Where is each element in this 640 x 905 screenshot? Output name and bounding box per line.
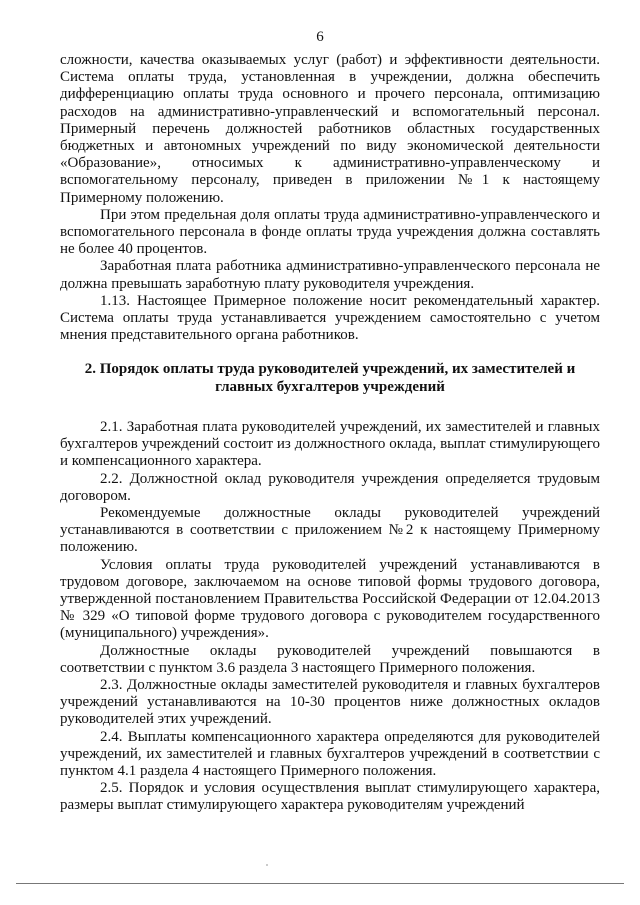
section-heading-line: главных бухгалтеров учреждений — [215, 378, 445, 395]
paragraph: 2.3. Должностные оклады заместителей руководителя и главных бухгалтеров учреждений устанавливаются на 10-30 процентов ниже должностных окладов руководителей этих учреждений. — [60, 677, 600, 728]
section-heading-line: 2. Порядок оплаты труда руководителей учреждений, их заместителей и — [84, 361, 576, 377]
paragraph: 2.4. Выплаты компенсационного характера определяются для руководителей учреждений, их заместителей и главных бухгалтеров учреждений в соответствии с пунктом 4.1 раздела 4 настоящего Примерного положения. — [60, 728, 600, 780]
paragraph: Рекомендуемые должностные оклады руководителей учреждений устанавливаются в соответствии с приложением №2 к настоящему Примерному положению. — [60, 505, 600, 556]
footer-rule — [16, 883, 624, 884]
paragraph: 2.5. Порядок и условия осуществления выплат стимулирующего характера, размеры выплат стимулирующего характера руководителям учреждений — [60, 780, 600, 814]
paragraph: Условия оплаты труда руководителей учреждений устанавливаются в трудовом договоре, заключаемом на основе типовой формы трудового договора, утвержденной постановлением Правительства Российской Федерации от 12.04.2013 № 329 «О типовой форме трудового договора с руководителем государственного (муниципального) учреждения». — [60, 556, 600, 642]
paragraph: 2.1. Заработная плата руководителей учреждений, их заместителей и главных бухгалтеров учреждений состоит из должностного оклада, выплат стимулирующего и компенсационного характера. — [60, 419, 600, 470]
paragraph: 1.13. Настоящее Примерное положение носит рекомендательный характер. Система оплаты труда устанавливается учреждением самостоятельно с учетом мнения представительного органа работников. — [60, 292, 600, 344]
paragraph: 2.2. Должностной оклад руководителя учреждения определяется трудовым договором. — [60, 470, 600, 504]
text-block-intro — [60, 52, 600, 344]
section-heading — [60, 361, 600, 396]
paragraph: сложности, качества оказываемых услуг (работ) и эффективности деятельности. Система оплаты труда, установленная в учреждении, должна обеспечить дифференциацию оплаты труда основного и прочего персонала, оптимизацию расходов на административно-управленческий и вспомогательный персонал. Примерный перечень должностей работников областных государственных бюджетных и автономных учреждений по виду экономической деятельности «Образование», относимых к административно-управленческому и вспомогательному персоналу, приведен в приложении №1 к настоящему Примерному положению. — [60, 52, 600, 206]
text-block-section-2 — [60, 419, 600, 815]
paragraph: При этом предельная доля оплаты труда административно-управленческого и вспомогательного персонала в фонде оплаты труда учреждения должна составлять не более 40 процентов. — [60, 206, 600, 258]
scan-speck — [266, 864, 268, 866]
paragraph: Заработная плата работника административно-управленческого персонала не должна превышать заработную плату руководителя учреждения. — [60, 258, 600, 292]
page-number: 6 — [316, 29, 324, 45]
paragraph: Должностные оклады руководителей учреждений повышаются в соответствии с пунктом 3.6 раздела 3 настоящего Примерного положения. — [60, 642, 600, 676]
